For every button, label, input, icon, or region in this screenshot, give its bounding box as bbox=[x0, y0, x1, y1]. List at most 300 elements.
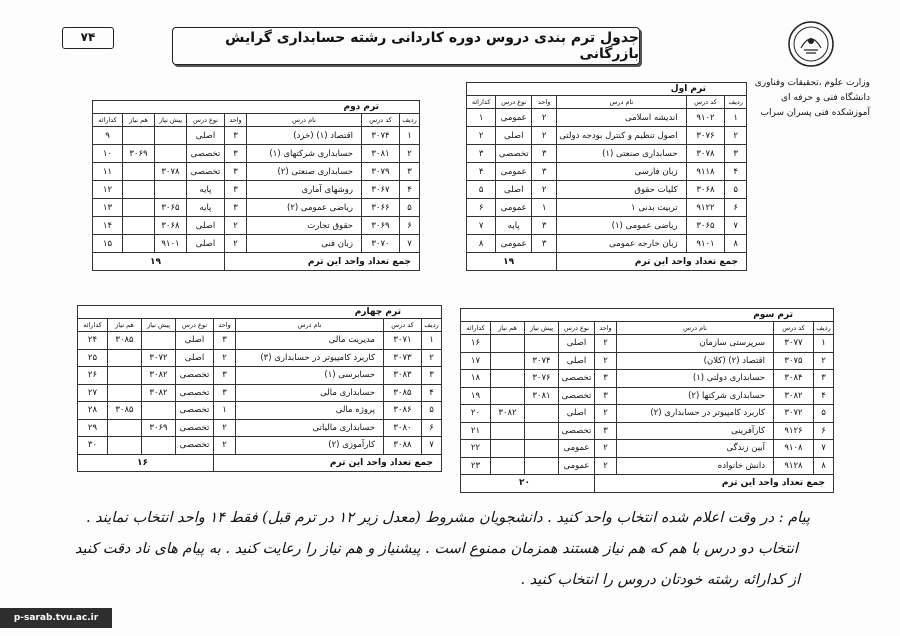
course-name-cell: حسابداری شرکتهای (۱) bbox=[247, 145, 362, 163]
term-caption: ترم دوم bbox=[93, 101, 420, 114]
prereq-cell bbox=[142, 402, 176, 420]
prereq-cell bbox=[155, 181, 187, 199]
table-row bbox=[78, 349, 442, 367]
course-name-cell: روشهای آماری bbox=[247, 181, 362, 199]
course-type-cell: تخصصی bbox=[176, 419, 214, 437]
total-units: ۱۹ bbox=[467, 253, 557, 271]
course-type-cell: تخصصی bbox=[559, 422, 595, 440]
units-cell: ۲ bbox=[595, 457, 617, 475]
class-code-cell: ۱۲ bbox=[93, 181, 123, 199]
course-name-cell: ریاضی عمومی (۱) bbox=[557, 217, 686, 235]
course-name-cell: آیین زندگی bbox=[617, 440, 774, 458]
row-number-cell: ۳ bbox=[422, 367, 442, 385]
course-type-cell: تخصصی bbox=[176, 402, 214, 420]
coreq-cell bbox=[491, 352, 525, 370]
course-code-cell: ۹۱۰۲ bbox=[686, 109, 725, 127]
table-row bbox=[93, 127, 420, 145]
col-header: هم نیاز bbox=[108, 319, 142, 332]
row-number-cell: ۷ bbox=[814, 440, 834, 458]
units-cell: ۱ bbox=[532, 199, 557, 217]
course-name-cell: زبان فارسی bbox=[557, 163, 686, 181]
prereq-cell bbox=[142, 437, 176, 455]
class-code-cell: ۳ bbox=[467, 145, 496, 163]
units-cell: ۲ bbox=[595, 335, 617, 353]
course-code-cell: ۳۰۶۹ bbox=[362, 217, 400, 235]
table-row bbox=[78, 332, 442, 350]
course-name-cell: ریاضی عمومی (۲) bbox=[247, 199, 362, 217]
prereq-cell: ۳۰۸۱ bbox=[525, 387, 559, 405]
units-cell: ۲ bbox=[225, 235, 247, 253]
course-type-cell: اصلی bbox=[187, 217, 225, 235]
course-type-cell: اصلی bbox=[187, 235, 225, 253]
course-name-cell: حسابرسی (۱) bbox=[236, 367, 384, 385]
course-name-cell: زبان فنی bbox=[247, 235, 362, 253]
prereq-cell bbox=[155, 127, 187, 145]
total-label: جمع تعداد واحد این ترم bbox=[225, 253, 420, 271]
table-row bbox=[461, 440, 834, 458]
row-number-cell: ۴ bbox=[814, 387, 834, 405]
class-code-cell: ۲۷ bbox=[78, 384, 108, 402]
course-type-cell: پایه bbox=[187, 181, 225, 199]
class-code-cell: ۲۳ bbox=[461, 457, 491, 475]
prereq-cell bbox=[525, 422, 559, 440]
row-number-cell: ۴ bbox=[400, 181, 420, 199]
note-line: انتخاب دو درس با هم که هم نیاز هستند همزمان ممنوع است . پیشنیاز و هم نیاز را رعایت کنید . به پیام های ناد دقت کنید bbox=[74, 541, 798, 557]
col-header: کدارائه bbox=[93, 114, 123, 127]
col-header: کد درس bbox=[362, 114, 400, 127]
units-cell: ۲ bbox=[214, 349, 236, 367]
col-header: نوع درس bbox=[176, 319, 214, 332]
course-code-cell: ۳۰۷۵ bbox=[774, 352, 814, 370]
course-code-cell: ۳۰۷۲ bbox=[774, 405, 814, 423]
col-header: ردیف bbox=[725, 96, 747, 109]
class-code-cell: ۲۵ bbox=[78, 349, 108, 367]
prereq-cell: ۳۰۷۶ bbox=[525, 370, 559, 388]
total-label: جمع تعداد واحد این ترم bbox=[557, 253, 747, 271]
class-code-cell: ۲ bbox=[467, 127, 496, 145]
row-number-cell: ۵ bbox=[422, 402, 442, 420]
course-type-cell: اصلی bbox=[176, 332, 214, 350]
course-name-cell: کاربرد کامپیوتر در حسابداری (۳) bbox=[236, 349, 384, 367]
units-cell: ۳ bbox=[225, 199, 247, 217]
table-row bbox=[93, 145, 420, 163]
row-number-cell: ۲ bbox=[725, 127, 747, 145]
class-code-cell: ۱۵ bbox=[93, 235, 123, 253]
term-caption: ترم اول bbox=[467, 83, 747, 96]
row-number-cell: ۵ bbox=[725, 181, 747, 199]
total-units: ۲۰ bbox=[461, 475, 595, 493]
course-code-cell: ۹۱۲۲ bbox=[686, 199, 725, 217]
course-name-cell: حسابداری مالیاتی bbox=[236, 419, 384, 437]
note-line: پیام : در وقت اعلام شده انتخاب واحد کنید . دانشجویان مشروط (معدل زیر ۱۲ در ترم قبل) فقط ۱۴ واحد انتخاب نمایند . bbox=[85, 510, 810, 526]
class-code-cell: ۳۰ bbox=[78, 437, 108, 455]
table-row bbox=[461, 405, 834, 423]
units-cell: ۳ bbox=[214, 367, 236, 385]
course-type-cell: عمومی bbox=[559, 457, 595, 475]
total-label: جمع تعداد واحد این ترم bbox=[214, 454, 442, 472]
col-header: واحد bbox=[595, 322, 617, 335]
table-row bbox=[467, 163, 747, 181]
course-code-cell: ۳۰۸۳ bbox=[384, 367, 422, 385]
table-row bbox=[467, 109, 747, 127]
course-code-cell: ۳۰۸۲ bbox=[774, 387, 814, 405]
row-number-cell: ۸ bbox=[725, 235, 747, 253]
course-code-cell: ۳۰۷۸ bbox=[686, 145, 725, 163]
course-type-cell: تخصصی bbox=[559, 370, 595, 388]
term-1-table bbox=[466, 82, 747, 271]
course-type-cell: اصلی bbox=[559, 335, 595, 353]
coreq-cell bbox=[108, 419, 142, 437]
course-name-cell: حسابداری شرکتها (۲) bbox=[617, 387, 774, 405]
note-line: از کدارائه رشته خودتان دروس را انتخاب کنید . bbox=[520, 572, 800, 588]
coreq-cell: ۳۰۸۵ bbox=[108, 332, 142, 350]
table-row bbox=[467, 181, 747, 199]
units-cell: ۲ bbox=[532, 127, 557, 145]
course-type-cell: عمومی bbox=[496, 109, 532, 127]
course-name-cell: کارآموزی (۲) bbox=[236, 437, 384, 455]
course-code-cell: ۳۰۷۱ bbox=[384, 332, 422, 350]
course-code-cell: ۹۱۲۸ bbox=[774, 457, 814, 475]
row-number-cell: ۲ bbox=[400, 145, 420, 163]
course-type-cell: اصلی bbox=[496, 181, 532, 199]
col-header: کدارائه bbox=[467, 96, 496, 109]
class-code-cell: ۱۹ bbox=[461, 387, 491, 405]
course-code-cell: ۳۰۷۴ bbox=[362, 127, 400, 145]
col-header: پیش نیاز bbox=[525, 322, 559, 335]
coreq-cell bbox=[491, 440, 525, 458]
class-code-cell: ۲۱ bbox=[461, 422, 491, 440]
col-header: نام درس bbox=[247, 114, 362, 127]
course-type-cell: تخصصی bbox=[187, 163, 225, 181]
class-code-cell: ۱ bbox=[467, 109, 496, 127]
coreq-cell bbox=[123, 127, 155, 145]
class-code-cell: ۱۴ bbox=[93, 217, 123, 235]
website-footer[interactable]: p-sarab.tvu.ac.ir bbox=[0, 608, 112, 628]
course-name-cell: مدیریت مالی bbox=[236, 332, 384, 350]
coreq-cell bbox=[108, 367, 142, 385]
row-number-cell: ۸ bbox=[814, 457, 834, 475]
course-type-cell: عمومی bbox=[496, 163, 532, 181]
row-number-cell: ۶ bbox=[422, 419, 442, 437]
table-row bbox=[93, 217, 420, 235]
coreq-cell bbox=[123, 163, 155, 181]
table-row bbox=[467, 145, 747, 163]
course-type-cell: عمومی bbox=[559, 440, 595, 458]
class-code-cell: ۴ bbox=[467, 163, 496, 181]
coreq-cell bbox=[123, 235, 155, 253]
course-code-cell: ۳۰۷۶ bbox=[686, 127, 725, 145]
prereq-cell: ۳۰۷۲ bbox=[142, 349, 176, 367]
col-header: کدارائه bbox=[78, 319, 108, 332]
course-code-cell: ۹۱۰۸ bbox=[774, 440, 814, 458]
units-cell: ۲ bbox=[595, 352, 617, 370]
course-type-cell: پایه bbox=[187, 199, 225, 217]
units-cell: ۳ bbox=[214, 384, 236, 402]
page-number: ۷۴ bbox=[62, 27, 114, 49]
units-cell: ۳ bbox=[225, 163, 247, 181]
course-code-cell: ۹۱۰۱ bbox=[686, 235, 725, 253]
row-number-cell: ۶ bbox=[725, 199, 747, 217]
row-number-cell: ۱ bbox=[400, 127, 420, 145]
course-code-cell: ۳۰۶۵ bbox=[686, 217, 725, 235]
table-row bbox=[78, 437, 442, 455]
class-code-cell: ۶ bbox=[467, 199, 496, 217]
course-name-cell: تربیت بدنی ۱ bbox=[557, 199, 686, 217]
col-header: نوع درس bbox=[559, 322, 595, 335]
course-code-cell: ۳۰۸۶ bbox=[384, 402, 422, 420]
coreq-cell bbox=[491, 335, 525, 353]
col-header: هم نیاز bbox=[123, 114, 155, 127]
col-header: کد درس bbox=[774, 322, 814, 335]
class-code-cell: ۱۷ bbox=[461, 352, 491, 370]
term-caption: ترم سوم bbox=[461, 309, 834, 322]
units-cell: ۳ bbox=[595, 370, 617, 388]
units-cell: ۲ bbox=[214, 419, 236, 437]
coreq-cell: ۳۰۸۲ bbox=[491, 405, 525, 423]
course-code-cell: ۳۰۷۷ bbox=[774, 335, 814, 353]
row-number-cell: ۶ bbox=[814, 422, 834, 440]
course-code-cell: ۹۱۲۶ bbox=[774, 422, 814, 440]
course-name-cell: سرپرستی سازمان bbox=[617, 335, 774, 353]
row-number-cell: ۲ bbox=[814, 352, 834, 370]
coreq-cell bbox=[123, 217, 155, 235]
table-row bbox=[93, 181, 420, 199]
prereq-cell: ۳۰۶۸ bbox=[155, 217, 187, 235]
row-number-cell: ۱ bbox=[422, 332, 442, 350]
table-row bbox=[461, 457, 834, 475]
table-row bbox=[461, 387, 834, 405]
coreq-cell: ۳۰۶۹ bbox=[123, 145, 155, 163]
university-logo-icon bbox=[787, 20, 835, 68]
prereq-cell: ۳۰۸۲ bbox=[142, 384, 176, 402]
class-code-cell: ۲۶ bbox=[78, 367, 108, 385]
prereq-cell bbox=[155, 145, 187, 163]
course-name-cell: زبان خارجه عمومی bbox=[557, 235, 686, 253]
total-label: جمع تعداد واحد این ترم bbox=[595, 475, 834, 493]
course-type-cell: تخصصی bbox=[559, 387, 595, 405]
course-type-cell: اصلی bbox=[187, 127, 225, 145]
row-number-cell: ۳ bbox=[814, 370, 834, 388]
table-row bbox=[78, 367, 442, 385]
coreq-cell bbox=[491, 422, 525, 440]
units-cell: ۳ bbox=[595, 422, 617, 440]
units-cell: ۳ bbox=[532, 163, 557, 181]
course-type-cell: اصلی bbox=[176, 349, 214, 367]
coreq-cell bbox=[108, 437, 142, 455]
prereq-cell: ۳۰۶۵ bbox=[155, 199, 187, 217]
units-cell: ۱ bbox=[214, 402, 236, 420]
units-cell: ۳ bbox=[214, 332, 236, 350]
units-cell: ۲ bbox=[595, 440, 617, 458]
coreq-cell bbox=[491, 387, 525, 405]
course-name-cell: پروژه مالی bbox=[236, 402, 384, 420]
course-code-cell: ۳۰۶۸ bbox=[686, 181, 725, 199]
course-name-cell: کلیات حقوق bbox=[557, 181, 686, 199]
course-type-cell: تخصصی bbox=[176, 384, 214, 402]
prereq-cell: ۳۰۸۲ bbox=[142, 367, 176, 385]
col-header: کدارائه bbox=[461, 322, 491, 335]
row-number-cell: ۱ bbox=[725, 109, 747, 127]
table-row bbox=[461, 422, 834, 440]
units-cell: ۳ bbox=[225, 127, 247, 145]
col-header: پیش نیاز bbox=[155, 114, 187, 127]
course-type-cell: اصلی bbox=[559, 352, 595, 370]
col-header: واحد bbox=[532, 96, 557, 109]
class-code-cell: ۱۱ bbox=[93, 163, 123, 181]
row-number-cell: ۳ bbox=[400, 163, 420, 181]
units-cell: ۳ bbox=[225, 181, 247, 199]
row-number-cell: ۴ bbox=[725, 163, 747, 181]
col-header: واحد bbox=[214, 319, 236, 332]
prereq-cell: ۳۰۷۸ bbox=[155, 163, 187, 181]
prereq-cell bbox=[525, 335, 559, 353]
total-units: ۱۹ bbox=[93, 253, 225, 271]
course-code-cell: ۳۰۷۹ bbox=[362, 163, 400, 181]
units-cell: ۳ bbox=[595, 387, 617, 405]
course-code-cell: ۳۰۶۶ bbox=[362, 199, 400, 217]
table-row bbox=[78, 402, 442, 420]
course-code-cell: ۳۰۸۵ bbox=[384, 384, 422, 402]
class-code-cell: ۵ bbox=[467, 181, 496, 199]
course-type-cell: پایه bbox=[496, 217, 532, 235]
class-code-cell: ۲۴ bbox=[78, 332, 108, 350]
page-title: جدول ترم بندی دروس دوره کاردانی رشته حسابداری گرایش بازرگانی bbox=[172, 27, 640, 65]
coreq-cell: ۳۰۸۵ bbox=[108, 402, 142, 420]
table-row bbox=[461, 370, 834, 388]
col-header: هم نیاز bbox=[491, 322, 525, 335]
course-type-cell: تخصصی bbox=[496, 145, 532, 163]
course-name-cell: دانش خانواده bbox=[617, 457, 774, 475]
row-number-cell: ۴ bbox=[422, 384, 442, 402]
row-number-cell: ۵ bbox=[814, 405, 834, 423]
table-row bbox=[93, 199, 420, 217]
units-cell: ۳ bbox=[225, 145, 247, 163]
course-code-cell: ۳۰۷۰ bbox=[362, 235, 400, 253]
course-name-cell: اقتصاد (۲) (کلان) bbox=[617, 352, 774, 370]
table-row bbox=[78, 384, 442, 402]
table-row bbox=[461, 335, 834, 353]
class-code-cell: ۲۹ bbox=[78, 419, 108, 437]
course-code-cell: ۳۰۸۸ bbox=[384, 437, 422, 455]
units-cell: ۳ bbox=[532, 235, 557, 253]
course-type-cell: اصلی bbox=[496, 127, 532, 145]
row-number-cell: ۲ bbox=[422, 349, 442, 367]
term-2-table bbox=[92, 100, 420, 271]
table-row bbox=[467, 235, 747, 253]
course-name-cell: اصول تنظیم و کنترل بودجه دولتی bbox=[557, 127, 686, 145]
course-type-cell: عمومی bbox=[496, 199, 532, 217]
col-header: نام درس bbox=[617, 322, 774, 335]
prereq-cell: ۳۰۶۹ bbox=[142, 419, 176, 437]
course-code-cell: ۳۰۷۳ bbox=[384, 349, 422, 367]
row-number-cell: ۳ bbox=[725, 145, 747, 163]
course-type-cell: عمومی bbox=[496, 235, 532, 253]
course-name-cell: حسابداری مالی bbox=[236, 384, 384, 402]
coreq-cell bbox=[491, 370, 525, 388]
col-header: ردیف bbox=[422, 319, 442, 332]
course-name-cell: حسابداری دولتی (۱) bbox=[617, 370, 774, 388]
course-code-cell: ۳۰۸۴ bbox=[774, 370, 814, 388]
units-cell: ۲ bbox=[214, 437, 236, 455]
col-header: پیش نیاز bbox=[142, 319, 176, 332]
class-code-cell: ۱۰ bbox=[93, 145, 123, 163]
class-code-cell: ۱۸ bbox=[461, 370, 491, 388]
table-row bbox=[461, 352, 834, 370]
prereq-cell: ۹۱۰۱ bbox=[155, 235, 187, 253]
table-row bbox=[467, 217, 747, 235]
course-type-cell: اصلی bbox=[559, 405, 595, 423]
course-name-cell: اندیشه اسلامی bbox=[557, 109, 686, 127]
class-code-cell: ۹ bbox=[93, 127, 123, 145]
col-header: کد درس bbox=[686, 96, 725, 109]
prereq-cell bbox=[525, 457, 559, 475]
course-type-cell: تخصصی bbox=[187, 145, 225, 163]
total-units: ۱۶ bbox=[78, 454, 214, 472]
table-row bbox=[93, 163, 420, 181]
course-name-cell: کاربرد کامپیوتر در حسابداری (۲) bbox=[617, 405, 774, 423]
term-caption: ترم چهارم bbox=[78, 306, 442, 319]
col-header: ردیف bbox=[814, 322, 834, 335]
course-name-cell: اقتصاد (۱) (خرد) bbox=[247, 127, 362, 145]
prereq-cell bbox=[525, 440, 559, 458]
coreq-cell bbox=[123, 199, 155, 217]
coreq-cell bbox=[108, 349, 142, 367]
class-code-cell: ۱۳ bbox=[93, 199, 123, 217]
row-number-cell: ۷ bbox=[725, 217, 747, 235]
class-code-cell: ۷ bbox=[467, 217, 496, 235]
prereq-cell: ۳۰۷۴ bbox=[525, 352, 559, 370]
table-row bbox=[467, 199, 747, 217]
prereq-cell bbox=[142, 332, 176, 350]
coreq-cell bbox=[491, 457, 525, 475]
units-cell: ۳ bbox=[532, 217, 557, 235]
class-code-cell: ۲۰ bbox=[461, 405, 491, 423]
course-name-cell: حسابداری صنعتی (۱) bbox=[557, 145, 686, 163]
row-number-cell: ۵ bbox=[400, 199, 420, 217]
units-cell: ۲ bbox=[595, 405, 617, 423]
prereq-cell bbox=[525, 405, 559, 423]
table-row bbox=[78, 419, 442, 437]
row-number-cell: ۶ bbox=[400, 217, 420, 235]
units-cell: ۲ bbox=[532, 109, 557, 127]
col-header: واحد bbox=[225, 114, 247, 127]
course-code-cell: ۳۰۸۰ bbox=[384, 419, 422, 437]
table-row bbox=[467, 127, 747, 145]
coreq-cell bbox=[123, 181, 155, 199]
course-type-cell: تخصصی bbox=[176, 367, 214, 385]
ministry-line: دانشگاه فنی و حرفه ای bbox=[781, 93, 870, 103]
term-3-table bbox=[460, 308, 834, 493]
course-name-cell: حسابداری صنعتی (۲) bbox=[247, 163, 362, 181]
class-code-cell: ۱۶ bbox=[461, 335, 491, 353]
term-4-table bbox=[77, 305, 442, 472]
course-name-cell: کارآفرینی bbox=[617, 422, 774, 440]
coreq-cell bbox=[108, 384, 142, 402]
class-code-cell: ۸ bbox=[467, 235, 496, 253]
col-header: نوع درس bbox=[187, 114, 225, 127]
course-type-cell: تخصصی bbox=[176, 437, 214, 455]
col-header: ردیف bbox=[400, 114, 420, 127]
col-header: نوع درس bbox=[496, 96, 532, 109]
table-row bbox=[93, 235, 420, 253]
col-header: نام درس bbox=[236, 319, 384, 332]
units-cell: ۲ bbox=[225, 217, 247, 235]
class-code-cell: ۲۲ bbox=[461, 440, 491, 458]
units-cell: ۳ bbox=[532, 145, 557, 163]
class-code-cell: ۲۸ bbox=[78, 402, 108, 420]
course-code-cell: ۳۰۸۱ bbox=[362, 145, 400, 163]
ministry-line: آموزشکده فنی پسران سراب bbox=[760, 108, 870, 118]
